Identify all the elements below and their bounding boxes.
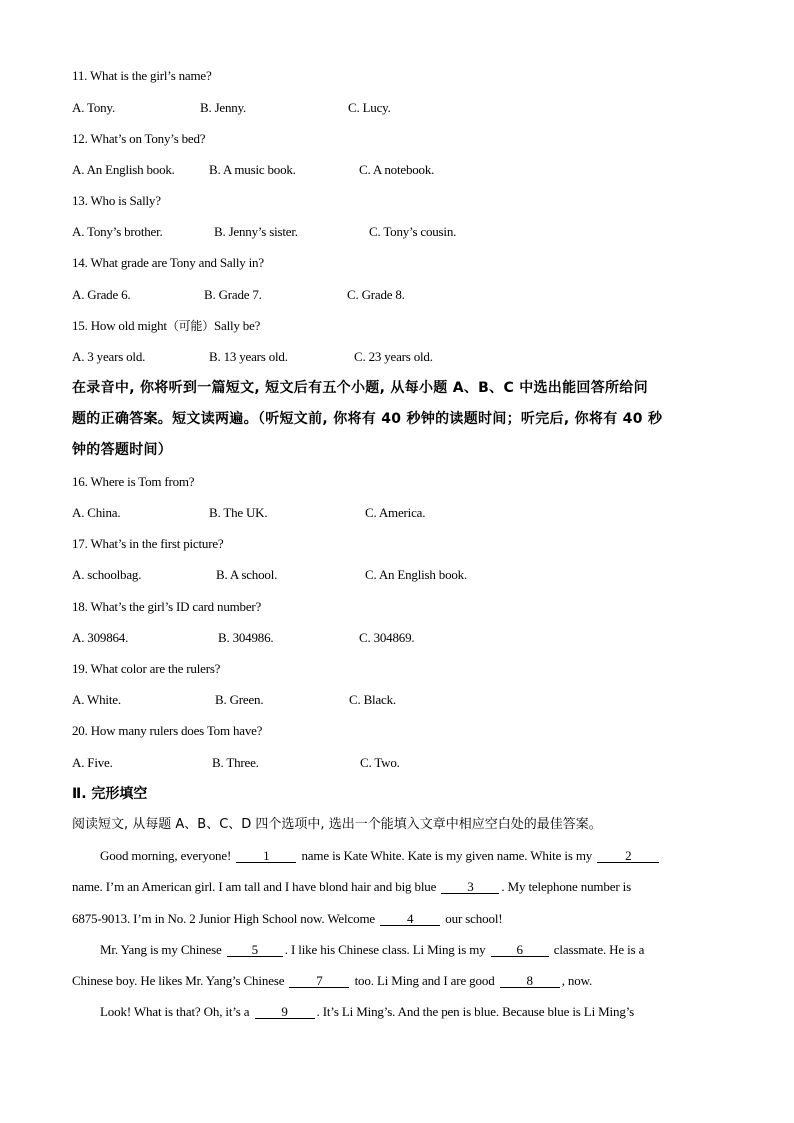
option-c: C. America.	[365, 505, 426, 520]
option-a: A. 3 years old.	[72, 349, 146, 364]
option-b: B. Jenny.	[200, 100, 247, 115]
option-c: C. Two.	[360, 755, 400, 770]
option-a: A. Tony’s brother.	[72, 224, 163, 239]
blank-6: 6	[491, 943, 549, 957]
passage-text: , now.	[561, 973, 593, 988]
section-title: Ⅱ. 完形填空	[72, 786, 148, 802]
question-20: 20. How many rulers does Tom have?	[72, 723, 263, 738]
option-b: B. A school.	[216, 567, 278, 582]
section-instruction: 阅读短文, 从每题 A、B、C、D 四个选项中, 选出一个能填入文章中相应空白处的最佳答案。	[72, 817, 602, 832]
passage-text: name. I’m an American girl. I am tall and I have blond hair and big blue	[72, 879, 437, 894]
passage-line-3	[72, 911, 502, 927]
passage-text: our school!	[445, 911, 503, 926]
option-a: A. An English book.	[72, 162, 175, 177]
option-c: C. Lucy.	[348, 100, 391, 115]
passage-text: . I like his Chinese class. Li Ming is my	[284, 942, 486, 957]
option-a: A. 309864.	[72, 630, 129, 645]
option-b: B. The UK.	[209, 505, 268, 520]
question-15-text: 15. How old might	[72, 318, 167, 333]
question-13: 13. Who is Sally?	[72, 193, 161, 208]
passage-line-4	[100, 942, 644, 958]
blank-7: 7	[289, 974, 349, 988]
question-18: 18. What’s the girl’s ID card number?	[72, 599, 262, 614]
blank-2: 2	[597, 849, 659, 863]
option-c: C. Tony’s cousin.	[369, 224, 457, 239]
option-c: C. 23 years old.	[354, 349, 433, 364]
blank-5: 5	[227, 943, 283, 957]
option-b: B. A music book.	[209, 162, 296, 177]
question-16: 16. Where is Tom from?	[72, 474, 195, 489]
option-b: B. 304986.	[218, 630, 274, 645]
passage-text: classmate. He is a	[553, 942, 645, 957]
passage-text: Chinese boy. He likes Mr. Yang’s Chinese	[72, 973, 285, 988]
option-a: A. White.	[72, 692, 121, 707]
passage-text: Mr. Yang is my Chinese	[100, 942, 222, 957]
blank-9: 9	[255, 1005, 315, 1019]
question-15-text-end: Sally be?	[214, 318, 261, 333]
option-a: A. Tony.	[72, 100, 115, 115]
option-a: A. schoolbag.	[72, 567, 142, 582]
option-b: B. Green.	[215, 692, 264, 707]
passage-text: Look! What is that? Oh, it’s a	[100, 1004, 250, 1019]
listening-instruction-line-1: 在录音中, 你将听到一篇短文, 短文后有五个小题, 从每小题 A、B、C 中选出能回答所给问	[72, 380, 648, 396]
passage-text: . It’s Li Ming’s. And the pen is blue. Because blue is Li Ming’s	[316, 1004, 635, 1019]
passage-text: 6875-9013. I’m in No. 2 Junior High School now. Welcome	[72, 911, 376, 926]
blank-8: 8	[500, 974, 560, 988]
option-a: A. Grade 6.	[72, 287, 131, 302]
option-a: A. China.	[72, 505, 121, 520]
option-b: B. Jenny’s sister.	[214, 224, 298, 239]
option-c: C. An English book.	[365, 567, 468, 582]
listening-instruction-line-3: 钟的答题时间）	[72, 442, 173, 458]
listening-instruction-line-2: 题的正确答案。短文读两遍。（听短文前, 你将有 40 秒钟的读题时间；听完后, 你将有 40 秒	[72, 411, 663, 427]
question-12: 12. What’s on Tony’s bed?	[72, 131, 206, 146]
option-b: B. Three.	[212, 755, 259, 770]
question-14: 14. What grade are Tony and Sally in?	[72, 255, 264, 270]
question-17: 17. What’s in the first picture?	[72, 536, 224, 551]
blank-1: 1	[236, 849, 296, 863]
option-c: C. 304869.	[359, 630, 415, 645]
option-b: B. Grade 7.	[204, 287, 262, 302]
passage-line-2	[72, 879, 631, 895]
passage-line-6	[100, 1004, 634, 1020]
passage-text: Good morning, everyone!	[100, 848, 232, 863]
passage-line-5	[72, 973, 592, 989]
option-b: B. 13 years old.	[209, 349, 288, 364]
question-15-cn-gloss: （可能）	[166, 319, 215, 333]
passage-text: too. Li Ming and I are good	[354, 973, 495, 988]
option-a: A. Five.	[72, 755, 113, 770]
blank-3: 3	[441, 880, 499, 894]
question-19: 19. What color are the rulers?	[72, 661, 221, 676]
option-c: C. Black.	[349, 692, 396, 707]
passage-text: . My telephone number is	[501, 879, 632, 894]
question-11: 11. What is the girl’s name?	[72, 68, 212, 83]
blank-4: 4	[380, 912, 440, 926]
passage-text: name is Kate White. Kate is my given name. White is my	[301, 848, 593, 863]
question-15	[72, 318, 260, 334]
passage-line-1	[100, 848, 661, 864]
option-c: C. A notebook.	[359, 162, 435, 177]
option-c: C. Grade 8.	[347, 287, 405, 302]
